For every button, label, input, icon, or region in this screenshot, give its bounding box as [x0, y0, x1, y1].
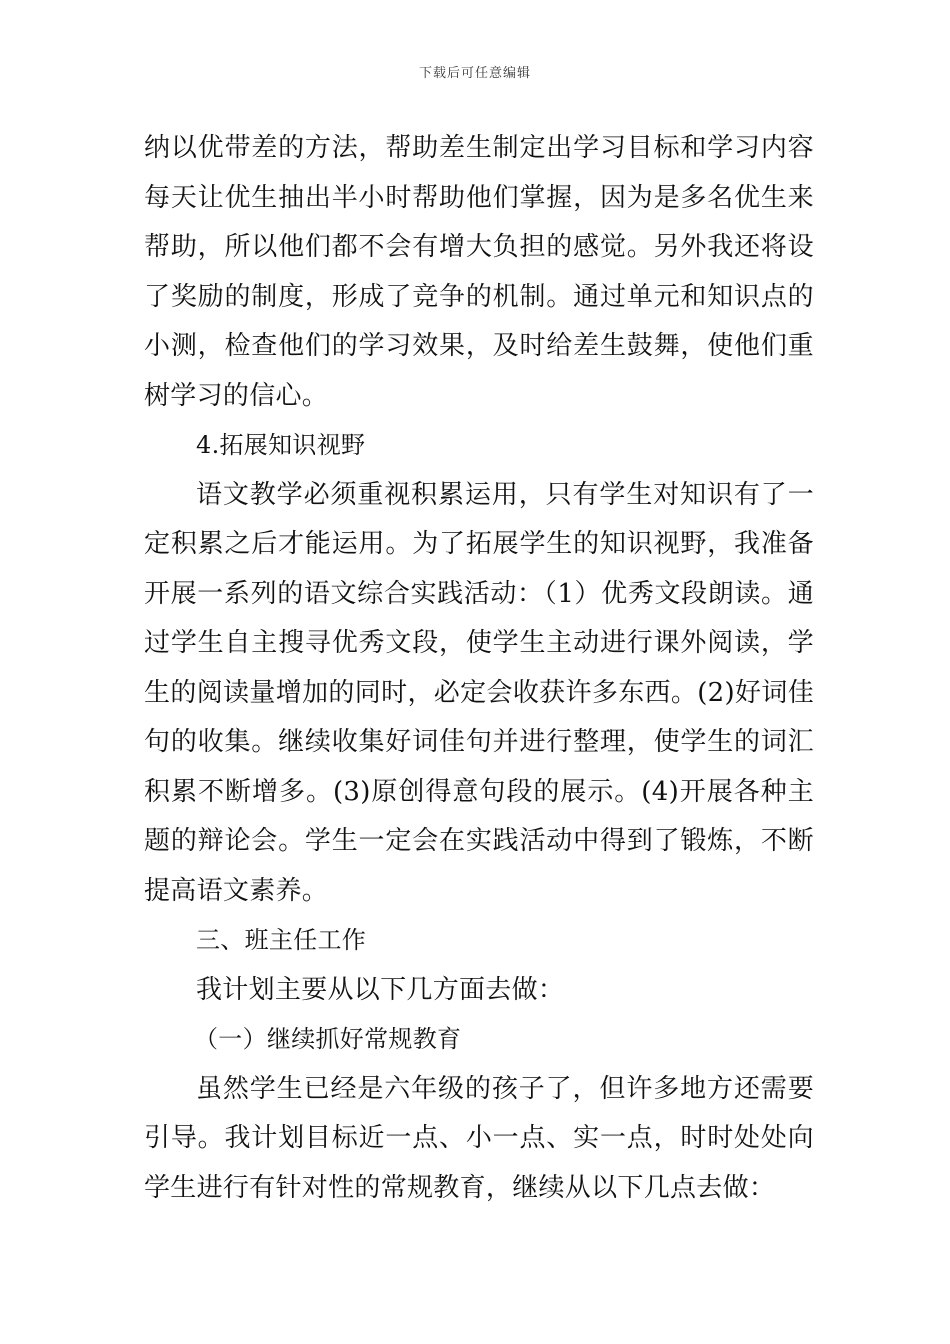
- paragraph-language-activities: 语文教学必须重视积累运用，只有学生对知识有了一定积累之后才能运用。为了拓展学生的知识视野，我准备开展一系列的语文综合实践活动：（1）优秀文段朗读。通过学生自主搜寻优秀文段，使学生主动进行课外阅读，学生的阅读量增加的同时，必定会收获许多东西。(2)好词佳句的收集。继续收集好词佳句并进行整理，使学生的词汇积累不断增多。(3)原创得意句段的展示。(4)开展各种主题的辩论会。学生一定会在实践活动中得到了锻炼，不断提高语文素养。: [144, 479, 814, 906]
- paragraph-peer-tutoring: 纳以优带差的方法，帮助差生制定出学习目标和学习内容每天让优生抽出半小时帮助他们掌握，因为是多名优生来帮助，所以他们都不会有增大负担的感觉。另外我还将设了奖励的制度，形成了竞争的机制。通过单元和知识点的小测，检查他们的学习效果，及时给差生鼓舞，使他们重树学习的信心。: [144, 133, 814, 411]
- page-header: 下载后可任意编辑: [418, 66, 531, 81]
- paragraph-plan-intro: 我计划主要从以下几方面去做：: [196, 974, 565, 1005]
- section-heading-class-teacher-work: 三、班主任工作: [196, 926, 367, 954]
- paragraph-routine-education: 虽然学生已经是六年级的孩子了，但许多地方还需要引导。我计划目标近一点、小一点、实一点，时时处处向学生进行有针对性的常规教育，继续从以下几点去做：: [144, 1073, 814, 1203]
- subsection-heading-routine-education: （一）继续抓好常规教育: [194, 1025, 462, 1053]
- section-heading-expand-knowledge: 4.拓展知识视野: [196, 431, 366, 459]
- document-body: [144, 124, 814, 1213]
